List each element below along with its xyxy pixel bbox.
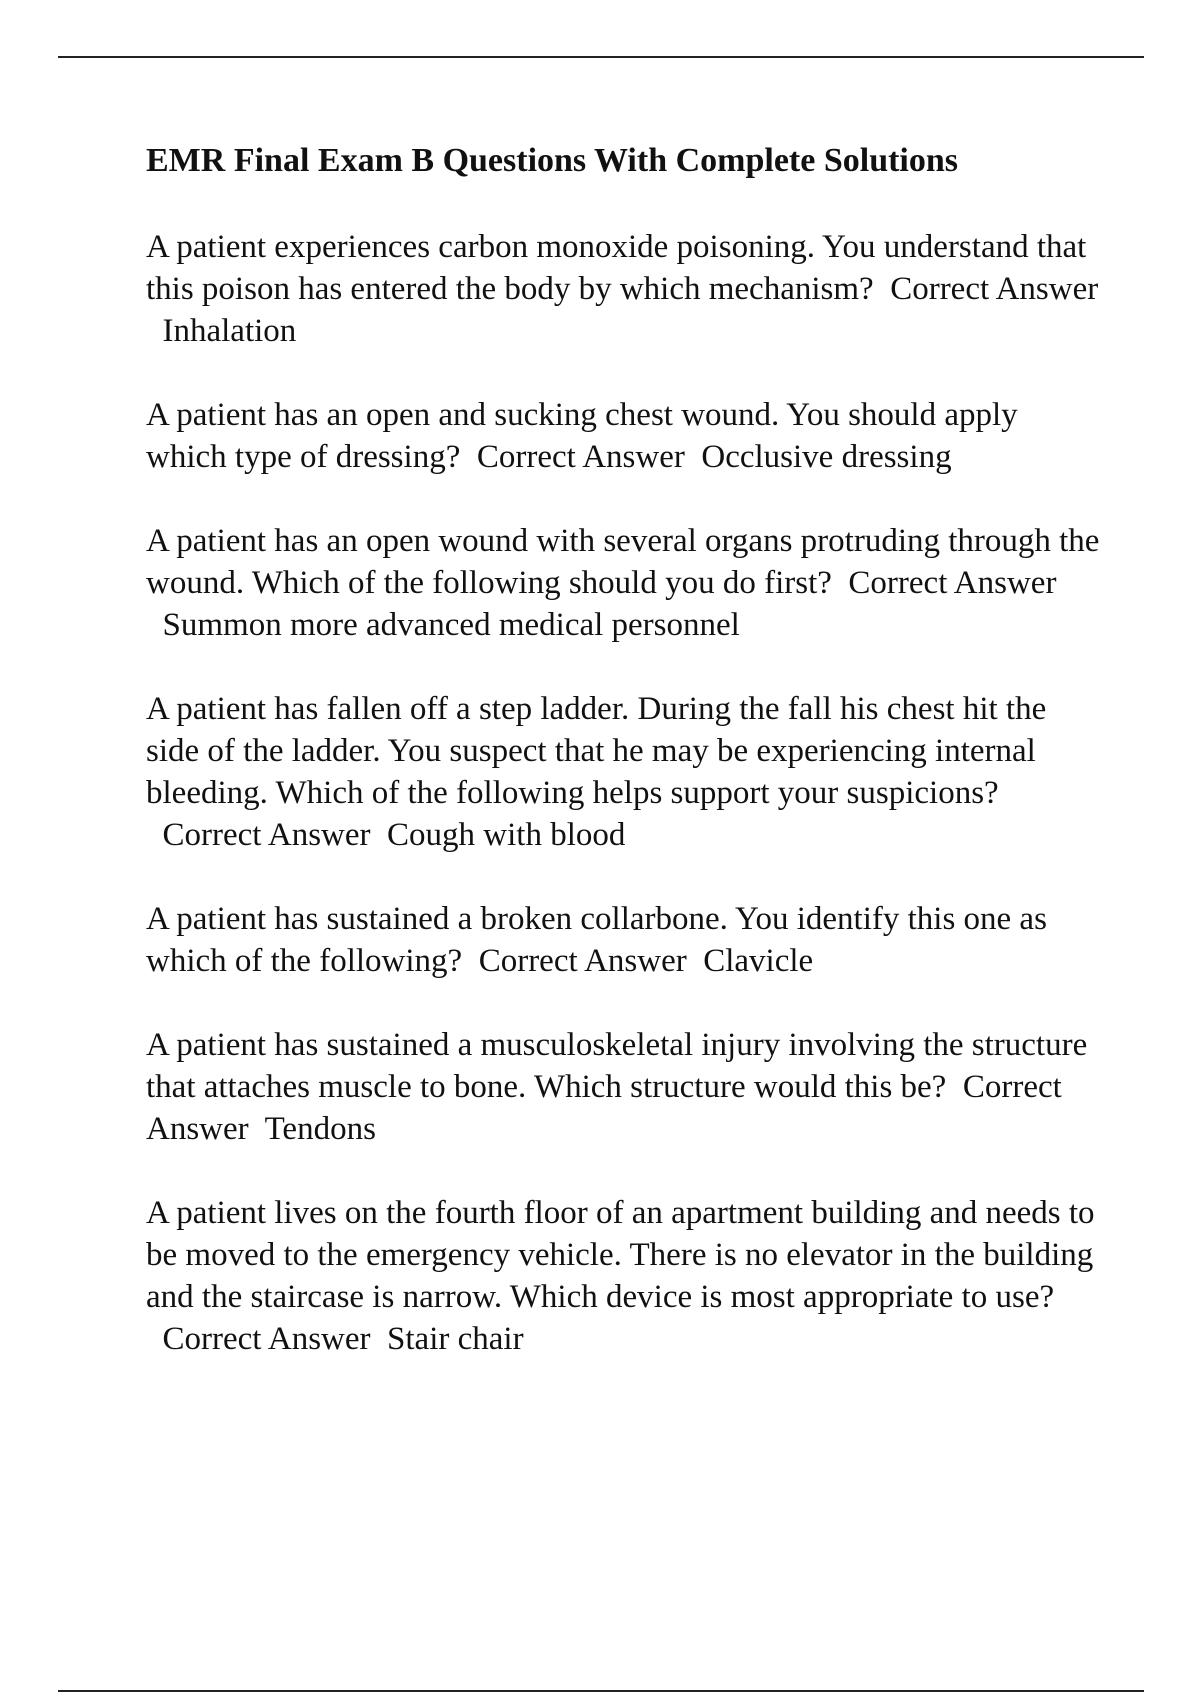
answer-text: Clavicle xyxy=(703,943,814,979)
answer-text: Cough with blood xyxy=(387,817,626,853)
qa-item xyxy=(146,688,1106,856)
answer-label: Correct Answer xyxy=(162,817,371,853)
document-title: EMR Final Exam B Questions With Complete Solutions xyxy=(146,142,959,179)
header-rule xyxy=(58,56,1144,58)
question-text: A patient experiences carbon monoxide poisoning. You understand that this poison has entered the body by which mechanism? xyxy=(146,229,1087,307)
question-text: A patient has sustained a musculoskeletal injury involving the structure that attaches muscle to bone. Which structure would this be? xyxy=(146,1027,1088,1105)
answer-label: Correct Answer xyxy=(476,439,685,475)
footer-rule xyxy=(58,1690,1144,1692)
answer-text: Occlusive dressing xyxy=(701,439,952,475)
qa-item xyxy=(146,394,1106,478)
answer-text: Stair chair xyxy=(387,1321,524,1357)
answer-label: Correct Answer xyxy=(478,943,687,979)
question-text: A patient has sustained a broken collarbone. You identify this one as which of the following? xyxy=(146,901,1047,979)
answer-text: Summon more advanced medical personnel xyxy=(162,607,740,643)
qa-item xyxy=(146,520,1106,646)
question-text: A patient has an open wound with several organs protruding through the wound. Which of the following should you do first? xyxy=(146,523,1100,601)
qa-item xyxy=(146,1192,1106,1360)
qa-item xyxy=(146,898,1106,982)
answer-label: Correct Answer xyxy=(848,565,1057,601)
question-text: A patient has fallen off a step ladder. During the fall his chest hit the side of the ladder. You suspect that he may be experiencing internal bleeding. Which of the following helps support your suspicions? xyxy=(146,691,1047,811)
answer-label: Correct Answer xyxy=(890,271,1099,307)
answer-text: Inhalation xyxy=(162,313,297,349)
question-text: A patient lives on the fourth floor of an apartment building and needs to be moved to the emergency vehicle. There is no elevator in the building and the staircase is narrow. Which device is most appropriate to use? xyxy=(146,1195,1095,1315)
answer-label: Correct Answer xyxy=(146,1069,1062,1147)
document-body xyxy=(146,140,1106,1402)
answer-text: Tendons xyxy=(264,1111,376,1147)
answer-label: Correct Answer xyxy=(162,1321,371,1357)
question-text: A patient has an open and sucking chest wound. You should apply which type of dressing? xyxy=(146,397,1018,475)
qa-item xyxy=(146,226,1106,352)
qa-item xyxy=(146,1024,1106,1150)
